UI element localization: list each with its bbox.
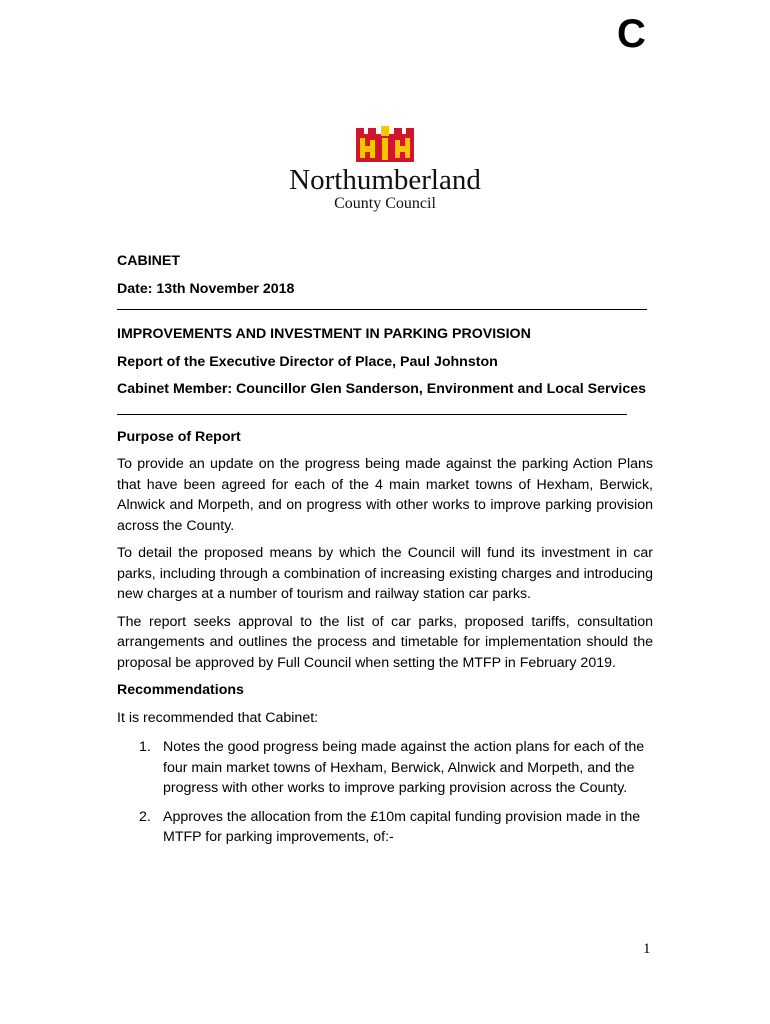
- report-date: Date: 13th November 2018: [117, 280, 295, 297]
- document-letter: C: [617, 12, 646, 56]
- purpose-paragraph: To detail the proposed means by which the Council will fund its investment in car parks, including through a combination of increasing existing charges and introducing new charges at a number of tourism and railway station car parks.: [117, 545, 653, 602]
- report-author: Report of the Executive Director of Place, Paul Johnston: [117, 353, 498, 370]
- list-item: [139, 807, 653, 848]
- list-item: [139, 737, 653, 799]
- report-title: IMPROVEMENTS AND INVESTMENT IN PARKING PROVISION: [117, 326, 531, 342]
- logo-name: Northumberland: [289, 164, 481, 196]
- purpose-heading: Purpose of Report: [117, 428, 241, 445]
- body-label: CABINET: [117, 253, 181, 269]
- purpose-paragraph: To provide an update on the progress being made against the parking Action Plans that have been agreed for each of the 4 main market towns of Hexham, Berwick, Alnwick and Morpeth, and on progress with other works to improve parking provision across the County.: [117, 456, 653, 534]
- council-logo: [270, 126, 500, 216]
- page-number: 1: [643, 941, 651, 957]
- logo-subtitle: County Council: [334, 195, 436, 212]
- divider: [117, 309, 647, 310]
- list-item-text: Notes the good progress being made against the action plans for each of the four main market towns of Hexham, Berwick, Alnwick and Morpeth, and the progress with other works to improve parking provision across the County.: [163, 739, 645, 796]
- northumberland-crest-icon: [356, 126, 414, 162]
- cabinet-member: Cabinet Member: Councillor Glen Sanderson, Environment and Local Services: [117, 381, 646, 397]
- recommendations-list: [117, 737, 653, 848]
- list-item-text: Approves the allocation from the £10m capital funding provision made in the MTFP for parking improvements, of:-: [163, 808, 641, 845]
- list-item-number: 1.: [139, 739, 151, 755]
- purpose-paragraph: The report seeks approval to the list of car parks, proposed tariffs, consultation arrangements and outlines the process and timetable for implementation should the proposal be approved by Full Council when setting the MTFP in February 2019.: [117, 613, 653, 671]
- recommendations-intro: It is recommended that Cabinet:: [117, 709, 319, 726]
- recommendations-heading: Recommendations: [117, 682, 244, 698]
- list-item-number: 2.: [139, 808, 151, 825]
- divider: [117, 414, 627, 415]
- document-body: [117, 251, 653, 856]
